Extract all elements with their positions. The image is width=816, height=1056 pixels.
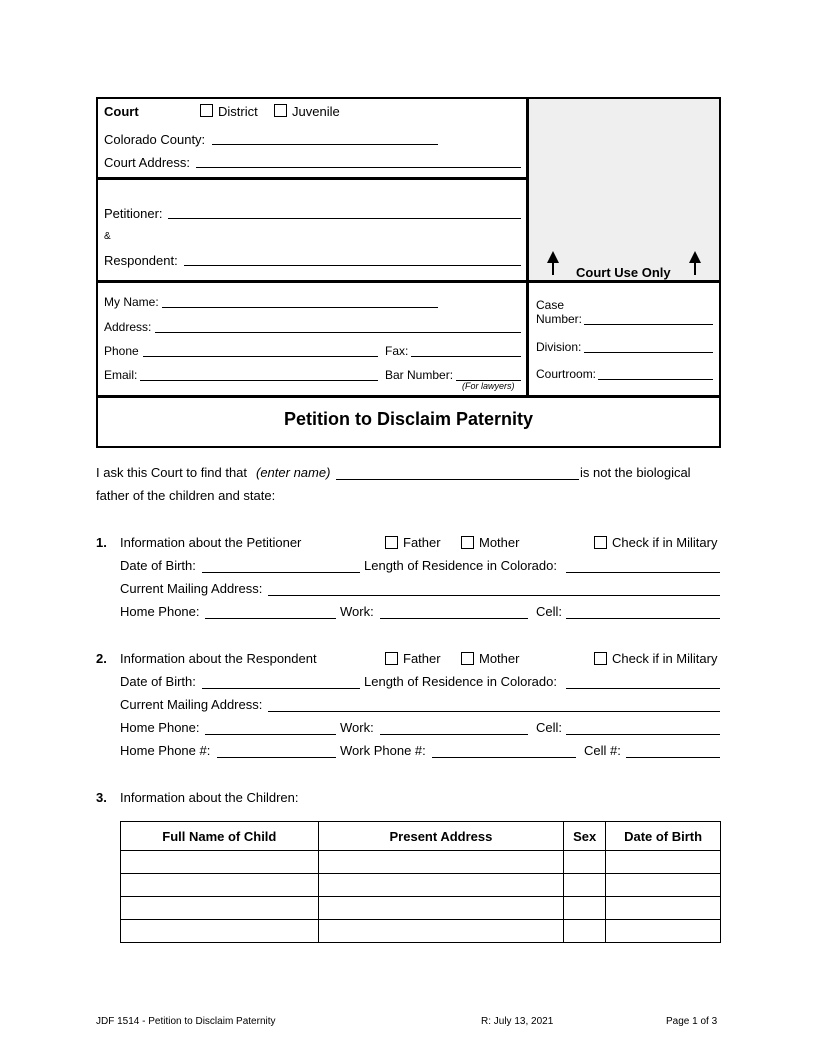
s2-mailing-field[interactable] [268,711,720,712]
table-cell[interactable] [606,920,721,943]
s1-dob-label: Date of Birth: [120,558,196,573]
table-cell[interactable] [564,851,606,874]
s2-home-phone-label: Home Phone: [120,720,200,735]
table-row [121,897,721,920]
fax-label: Fax: [385,344,409,358]
intro-text-3: father of the children and state: [96,488,276,503]
s1-military-checkbox[interactable] [594,536,607,549]
s1-mother-label: Mother [479,535,520,550]
s1-father-label: Father [403,535,441,550]
table-cell[interactable] [121,897,319,920]
s2-dob-label: Date of Birth: [120,674,196,689]
respondent-field[interactable] [184,265,521,266]
form-title: Petition to Disclaim Paternity [283,409,534,429]
s2-work-field[interactable] [380,734,528,735]
table-cell[interactable] [564,897,606,920]
for-lawyers-note: (For lawyers) [462,381,515,391]
case-number-label: Number: [536,312,583,326]
my-name-field[interactable] [162,307,438,308]
s1-home-phone-label: Home Phone: [120,604,200,619]
table-row [121,920,721,943]
case-number-field[interactable] [584,324,713,325]
intro-text-2: is not the biological [580,465,691,480]
enter-name-hint: (enter name) [256,465,331,480]
table-cell[interactable] [121,920,319,943]
table-cell[interactable] [318,874,564,897]
column-header-name: Full Name of Child [121,822,319,851]
my-name-label: My Name: [104,295,159,309]
email-label: Email: [104,368,138,382]
address-field[interactable] [155,332,521,333]
s1-work-label: Work: [340,604,374,619]
county-label: Colorado County: [104,132,206,147]
table-cell[interactable] [606,897,721,920]
table-row [121,851,721,874]
petitioner-label: Petitioner: [104,206,163,221]
intro-text-1: I ask this Court to find that [96,465,251,480]
s1-residence-field[interactable] [566,572,720,573]
table-cell[interactable] [606,851,721,874]
county-field[interactable] [212,144,438,145]
caption-divider-1 [96,177,528,180]
courtroom-label: Courtroom: [536,367,597,381]
column-header-sex: Sex [564,822,606,851]
section-2-heading: Information about the Respondent [120,651,317,666]
children-table [120,821,721,943]
s2-mailing-label: Current Mailing Address: [120,697,263,712]
fax-field[interactable] [411,356,521,357]
s2-mother-checkbox[interactable] [461,652,474,665]
juvenile-label: Juvenile [292,104,340,119]
court-use-only-label: Court Use Only [576,265,671,280]
section-2-number: 2. [96,651,107,666]
s2-father-checkbox[interactable] [385,652,398,665]
s2-cell-field[interactable] [566,734,720,735]
s2-work-phone-num-label: Work Phone #: [340,743,426,758]
s1-work-field[interactable] [380,618,528,619]
s2-military-label: Check if in Military [612,651,718,666]
s2-residence-label: Length of Residence in Colorado: [364,674,557,689]
table-cell[interactable] [564,874,606,897]
table-cell[interactable] [318,897,564,920]
footer-page-number: Page 1 of 3 [666,1016,718,1027]
s1-cell-field[interactable] [566,618,720,619]
column-header-address: Present Address [318,822,564,851]
s1-military-label: Check if in Military [612,535,718,550]
caption-vertical-divider [526,97,529,396]
table-cell[interactable] [121,874,319,897]
phone-field[interactable] [143,356,378,357]
s1-father-checkbox[interactable] [385,536,398,549]
s2-father-label: Father [403,651,441,666]
up-arrow-shaft [694,262,696,275]
table-cell[interactable] [121,851,319,874]
footer-revision: R: July 13, 2021 [481,1016,554,1027]
table-cell[interactable] [318,851,564,874]
court-address-label: Court Address: [104,155,190,170]
s2-residence-field[interactable] [566,688,720,689]
section-1-heading: Information about the Petitioner [120,535,302,550]
case-label: Case [536,298,565,312]
caption-divider-2 [96,280,719,283]
section-3-heading: Information about the Children: [120,790,299,805]
table-row [121,874,721,897]
s1-dob-field[interactable] [202,572,360,573]
court-address-field[interactable] [196,167,521,168]
s2-dob-field[interactable] [202,688,360,689]
children-table-header [121,822,721,851]
s2-cell-label: Cell: [536,720,563,735]
table-cell[interactable] [606,874,721,897]
s2-home-phone-num-label: Home Phone #: [120,743,211,758]
respondent-label: Respondent: [104,253,178,268]
courtroom-field[interactable] [598,379,713,380]
address-label: Address: [104,320,152,334]
bar-number-label: Bar Number: [385,368,454,382]
s1-home-phone-field[interactable] [205,618,336,619]
s1-mailing-label: Current Mailing Address: [120,581,263,596]
table-cell[interactable] [564,920,606,943]
s2-work-phone-num-field[interactable] [432,757,576,758]
s2-military-checkbox[interactable] [594,652,607,665]
district-checkbox[interactable] [200,104,213,117]
table-cell[interactable] [318,920,564,943]
column-header-dob: Date of Birth [606,822,721,851]
s1-residence-label: Length of Residence in Colorado: [364,558,557,573]
division-label: Division: [536,340,582,354]
disclaimed-father-name-field[interactable] [336,479,579,480]
s1-mother-checkbox[interactable] [461,536,474,549]
footer-form-id: JDF 1514 - Petition to Disclaim Paternity [96,1016,276,1027]
caption-divider-3 [96,395,719,398]
section-1-number: 1. [96,535,107,550]
s2-work-label: Work: [340,720,374,735]
s1-cell-label: Cell: [536,604,563,619]
petitioner-field[interactable] [168,218,521,219]
s1-mailing-field[interactable] [268,595,720,596]
s2-home-phone-field[interactable] [205,734,336,735]
up-arrow-shaft [552,262,554,275]
phone-label: Phone [104,344,139,358]
s2-cell-num-label: Cell #: [584,743,621,758]
s2-home-phone-num-field[interactable] [217,757,336,758]
ampersand: & [104,231,111,242]
court-label: Court [104,104,139,119]
email-field[interactable] [140,380,378,381]
s2-mother-label: Mother [479,651,520,666]
s2-cell-num-field[interactable] [626,757,720,758]
district-label: District [218,104,258,119]
juvenile-checkbox[interactable] [274,104,287,117]
division-field[interactable] [584,352,713,353]
section-3-number: 3. [96,790,107,805]
